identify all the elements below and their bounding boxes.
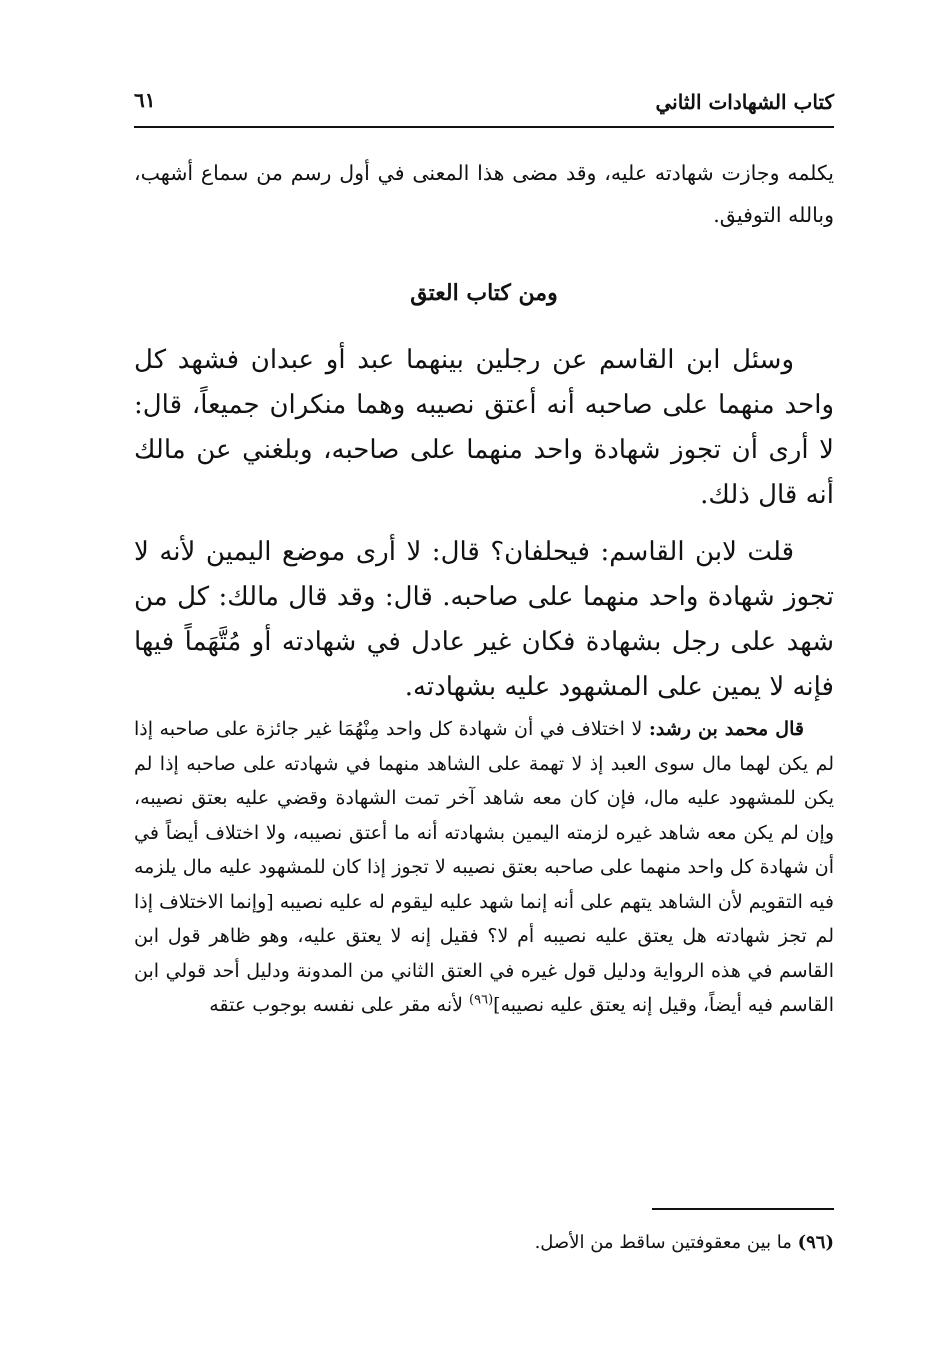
intro-paragraph: يكلمه وجازت شهادته عليه، وقد مضى هذا المعنى في أول رسم من سماع أشهب، وبالله التوفيق. xyxy=(134,161,834,227)
question-paragraph-2: قلت لابن القاسم: فيحلفان؟ قال: لا أرى موضع اليمين لأنه لا تجوز شهادة واحد منهما على صاحبه. قال: وقد قال مالك: كل من شهد على رجل بشهادة فكان غير عادل في شهادته أو مُتَّهَماً فيها فإنه لا يمين على المشهود عليه بشهادته. xyxy=(134,537,834,702)
commentary-text-end: لأنه مقر على نفسه بوجوب عتقه xyxy=(209,994,470,1016)
footnote-divider xyxy=(652,1208,834,1210)
question-paragraph-1: وسئل ابن القاسم عن رجلين بينهما عبد أو عبدان فشهد كل واحد منهما على صاحبه أنه أعتق نصيبه وهما منكران جميعاً، قال: لا أرى أن تجوز شهادة واحد منهما على صاحبه، وبلغني عن مالك أنه قال ذلك. xyxy=(134,345,834,510)
footnote-reference: (٩٦) xyxy=(469,992,494,1008)
commentary-text: لا اختلاف في أن شهادة كل واحد مِنْهُمَا غير جائزة على صاحبه إذا لم يكن لهما مال سوى العبد إذ لا تهمة على الشاهد منهما في شهادته على صاحبه إذا لم يكن للمشهود عليه مال، فإن كان معه شاهد آخر تمت الشهادة وقضي عليه بعتق نصيبه، وإن لم يكن معه شاهد غيره لزمته اليمين بشهادته أنه ما أعتق نصيبه، ولا اختلاف أيضاً في أن شهادة كل واحد منهما على صاحبه بعتق نصيبه لا تجوز إذا كان للمشهود عليه مال يلزمه فيه التقويم لأن الشاهد يتهم على أنه إنما شهد عليه ليقوم له عليه نصيبه [وإنما الاختلاف إذا لم تجز شهادته هل يعتق عليه نصيبه أم لا؟ فقيل إنه لا يعتق عليه، وهو ظاهر قول ابن القاسم في هذه الرواية ودليل قول غيره في العتق الثاني من المدونة ودليل أحد قولي ابن القاسم فيه أيضاً، وقيل إنه يعتق عليه نصيبه] xyxy=(134,718,834,1016)
running-header-title: كتاب الشهادات الثاني xyxy=(655,90,834,114)
running-header xyxy=(134,86,834,122)
footnote-text: ما بين معقوفتين ساقط من الأصل. xyxy=(534,1232,798,1253)
section-heading: ومن كتاب العتق xyxy=(410,280,558,306)
footnote-number: (٩٦) xyxy=(797,1232,834,1253)
footnote xyxy=(134,1232,834,1253)
commentary-paragraph xyxy=(134,712,834,1023)
header-divider xyxy=(134,126,834,128)
page-number: ٦١ xyxy=(134,88,156,112)
commentary-speaker: قال محمد بن رشد: xyxy=(648,718,804,740)
